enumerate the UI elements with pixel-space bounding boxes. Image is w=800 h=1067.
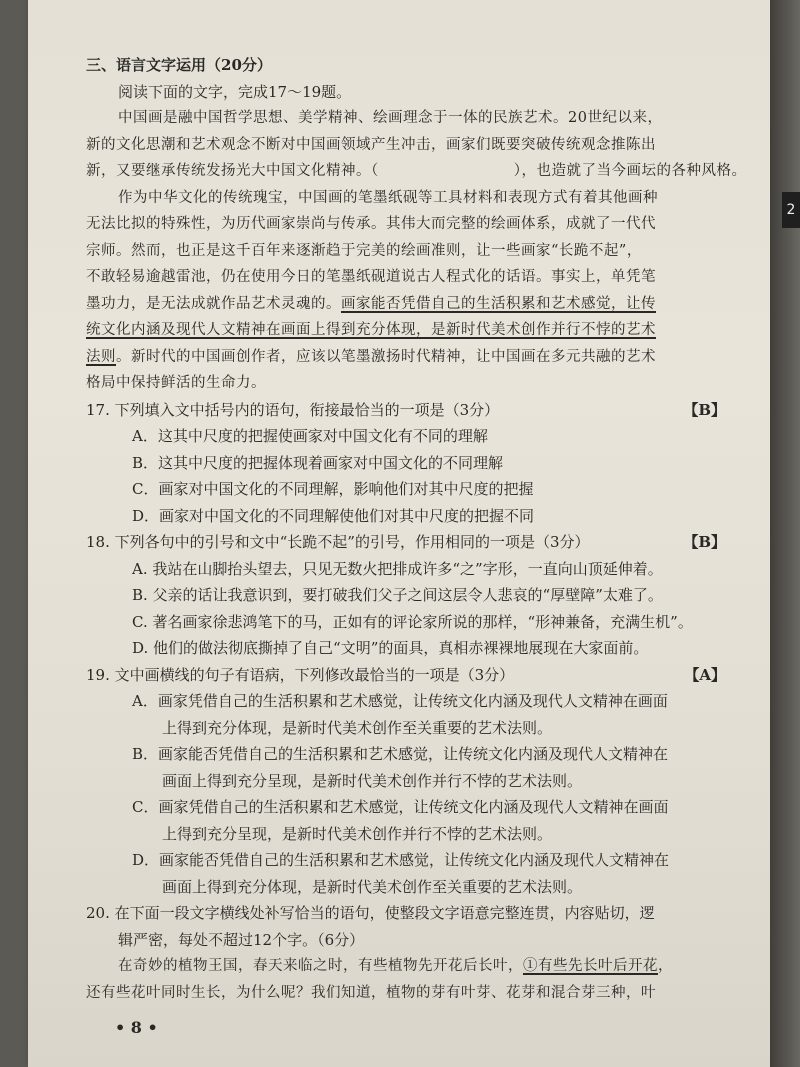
passage-line: 作为中华文化的传统瑰宝，中国画的笔墨纸砚等工具材料和表现方式有着其他画种 bbox=[118, 189, 658, 206]
option: A. 我站在山脚抬头望去，只见无数火把排成许多“之”字形，一直向山顶延伸着。 bbox=[132, 559, 663, 578]
option: D. 他们的做法彻底撕掉了自己“文明”的面具，真相赤裸裸地展现在大家面前。 bbox=[132, 639, 649, 657]
passage-text: 。新时代的中国画创作者，应该以笔墨激扬时代精神，让中国画在多元共融的艺术 bbox=[116, 348, 656, 365]
answer-mark: 【A】 bbox=[684, 665, 726, 684]
passage-line: 新的文化思潮和艺术观念不断对中国画领域产生冲击，画家们既要突破传统观念推陈出 bbox=[86, 136, 656, 153]
option: C．画家凭借自己的生活积累和艺术感觉，让传统文化内涵及现代人文精神在画面 bbox=[132, 798, 669, 816]
handwritten-answer: ①有些先长叶后开花 bbox=[523, 958, 658, 974]
section-title: 三、语言文字运用（20分） bbox=[86, 56, 272, 74]
q20-passage-line: 在奇妙的植物王国，春天来临之时，有些植物先开花后长叶，①有些先长叶后开花， bbox=[118, 958, 673, 974]
underlined-sentence: 统文化内涵及现代人文精神在画面上得到充分体现，是新时代美术创作并行不悖的艺术 bbox=[86, 322, 656, 338]
option-continued: 画面上得到充分体现，是新时代美术创作至关重要的艺术法则。 bbox=[162, 877, 583, 896]
passage-line: 新，又要继承传统发扬光大中国文化精神。（ ），也造就了当今画坛的各种风格。 bbox=[86, 163, 747, 179]
answer-mark: 【B】 bbox=[683, 533, 726, 551]
option-continued: 画面上得到充分呈现，是新时代美术创作并行不悖的艺术法则。 bbox=[162, 771, 583, 790]
page-edge bbox=[770, 0, 800, 1067]
underlined-sentence: 法则 bbox=[86, 348, 116, 365]
passage-line bbox=[86, 344, 726, 371]
passage-line bbox=[86, 317, 726, 344]
passage-intro: 阅读下面的文字，完成17～19题。 bbox=[118, 82, 352, 101]
passage-line: 宗师。然而，也正是这千百年来逐渐趋于完美的绘画准则，让一些画家“长跪不起”， bbox=[86, 242, 642, 259]
option: B．画家能否凭借自己的生活积累和艺术感觉，让传统文化内涵及现代人文精神在 bbox=[132, 745, 669, 763]
q20-passage-line: 还有些花叶同时生长，为什么呢？我们知道，植物的芽有叶芽、花芽和混合芽三种，叶 bbox=[86, 984, 656, 1001]
option: D．画家能否凭借自己的生活积累和艺术感觉，让传统文化内涵及现代人文精神在 bbox=[132, 851, 670, 869]
question-17-stem: 17. 下列填入文中括号内的语句，衔接最恰当的一项是（3分） 【B】 bbox=[86, 397, 726, 424]
answer-mark: 【B】 bbox=[683, 400, 726, 419]
question-19-stem: 19. 文中画横线的句子有语病，下列修改最恰当的一项是（3分） 【A】 bbox=[86, 662, 726, 689]
page-content bbox=[86, 52, 747, 1006]
question-18-stem: 18. 下列各句中的引号和文中“长跪不起”的引号，作用相同的一项是（3分） 【B】 bbox=[86, 529, 726, 556]
question-20-stem-cont: 辑严密，每处不超过12个字。（6分） bbox=[118, 930, 365, 949]
question-20-stem: 20. 在下面一段文字横线处补写恰当的语句，使整段文字语意完整连贯，内容贴切，逻 bbox=[86, 904, 655, 922]
underlined-sentence: 画家能否凭借自己的生活积累和艺术感觉，让传 bbox=[341, 295, 656, 312]
option-continued: 上得到充分体现，是新时代美术创作至关重要的艺术法则。 bbox=[162, 718, 553, 737]
option: D．画家对中国文化的不同理解使他们对其中尺度的把握不同 bbox=[132, 506, 535, 525]
option: B. 父亲的话让我意识到，要打破我们父子之间这层令人悲哀的“厚壁障”太难了。 bbox=[132, 586, 663, 604]
passage-line: 中国画是融中国哲学思想、美学精神、绘画理念于一体的民族艺术。20世纪以来， bbox=[118, 110, 663, 126]
option: C．画家对中国文化的不同理解，影响他们对其中尺度的把握 bbox=[132, 480, 534, 498]
option: A．画家凭借自己的生活积累和艺术感觉，让传统文化内涵及现代人文精神在画面 bbox=[132, 692, 668, 710]
option: C. 著名画家徐悲鸿笔下的马，正如有的评论家所说的那样，“形神兼备，充满生机”。 bbox=[132, 612, 693, 631]
passage-line: 不敢轻易逾越雷池，仍在使用今日的笔墨纸砚道说古人程式化的话语。事实上，单凭笔 bbox=[86, 269, 656, 285]
option-continued: 上得到充分呈现，是新时代美术创作并行不悖的艺术法则。 bbox=[162, 824, 553, 843]
page-number: • 8 • bbox=[115, 1018, 158, 1037]
option: A．这其中尺度的把握使画家对中国文化有不同的理解 bbox=[132, 427, 488, 445]
passage-line: 格局中保持鲜活的生命力。 bbox=[86, 375, 266, 391]
passage-line: 无法比拟的特殊性，为历代画家崇尚与传承。其伟大而完整的绘画体系，成就了一代代 bbox=[86, 216, 656, 232]
passage-line bbox=[86, 291, 726, 318]
option: B．这其中尺度的把握体现着画家对中国文化的不同理解 bbox=[132, 453, 504, 472]
edge-tab: 2 bbox=[782, 192, 800, 228]
passage-text: 墨功力，是无法成就作品艺术灵魂的。 bbox=[86, 295, 341, 312]
